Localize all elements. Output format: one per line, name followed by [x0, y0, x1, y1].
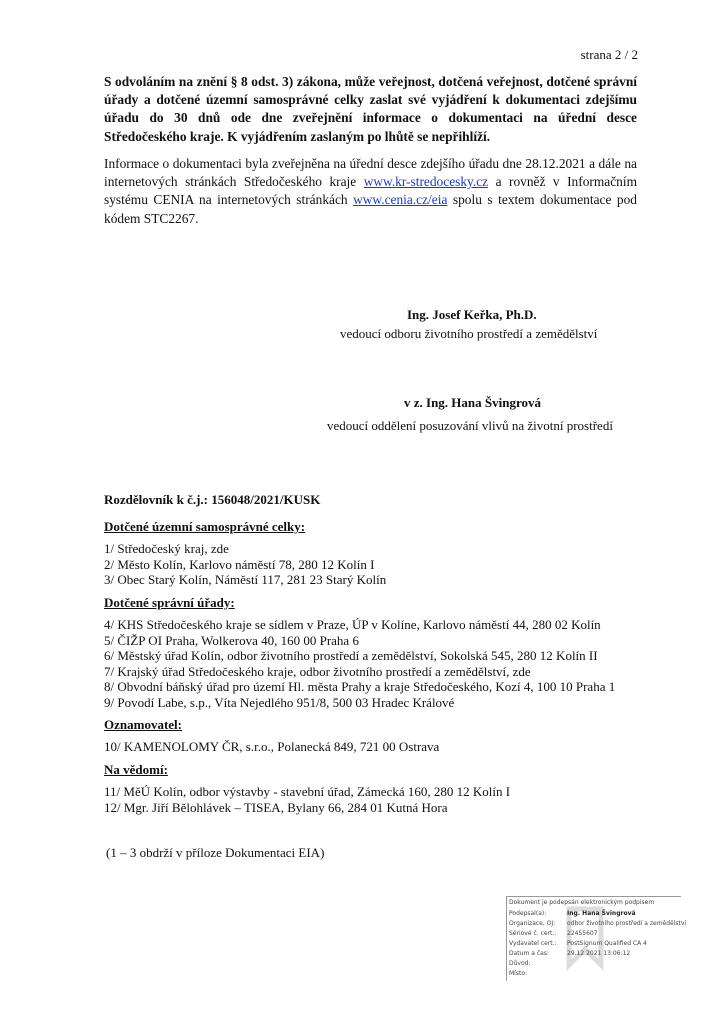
list-item: 3/ Obec Starý Kolín, Náměstí 117, 281 23 Starý Kolín [104, 572, 387, 588]
info-paragraph [104, 155, 637, 228]
list-item: 6/ Městský úřad Kolín, odbor životního prostředí a zemědělství, Sokolská 545, 280 12 Kolín II [104, 648, 598, 664]
stamp-row: Organizace, OJ: odbor životního prostředí a zemědělství [509, 920, 687, 927]
distribution-title: Rozdělovník k č.j.: 156048/2021/KUSK [104, 492, 321, 507]
stamp-row: Podepsal(a): Ing. Hana Švingrová [509, 910, 636, 917]
self-gov-list [104, 541, 386, 588]
list-item: 9/ Povodí Labe, s.p., Víta Nejedlého 951/8, 500 03 Hradec Králové [104, 694, 455, 710]
info-text-1: Informace o dokumentaci byla zveřejněna na úřední desce zdejšího úřadu dne 28.12.2021 a dále na internetových stránkách Středočeského kraje [104, 156, 637, 190]
signatory2-role: vedoucí oddělení posuzování vlivů na životní prostředí [327, 418, 613, 433]
stamp-row: Místo: [509, 970, 528, 977]
list-item: 12/ Mgr. Jiří Bělohlávek – TISEA, Bylany 66, 284 01 Kutná Hora [104, 799, 448, 815]
list-item: 7/ Krajský úřad Středočeského kraje, odbor životního prostředí a zemědělství, zde [104, 663, 531, 679]
cenia-link[interactable]: www.cenia.cz/eia [353, 192, 448, 208]
stamp-row: Sériové č. cert.: 22455607 [509, 930, 598, 937]
section-title-self-gov: Dotčené územní samosprávné celky: [104, 519, 306, 534]
info-text-3: spolu s textem dokumentace pod kódem STC2267. [104, 192, 637, 226]
kr-stredocesky-link[interactable]: www.kr-stredocesky.cz [363, 174, 489, 190]
stamp-row: Důvod: [509, 960, 531, 967]
intro-paragraph: S odvoláním na znění § 8 odst. 3) zákona, může veřejnost, dotčená veřejnost, dotčené správní úřady a dotčené územní samosprávné celky zaslat své vyjádření k dokumentaci zdejšímu úřadu do 30 dnů ode dne zveřejnění informace o dokumentaci na úřední desce Středočeského kraje. K vyjádřením zaslaným po lhůtě se nepřihlíží. [104, 74, 637, 144]
list-item: 8/ Obvodní báňský úřad pro území Hl. města Prahy a kraje Středočeského, Kozí 4, 100 10 Praha 1 [104, 679, 616, 695]
list-item: 11/ MěÚ Kolín, odbor výstavby - stavební úřad, Zámecká 160, 280 12 Kolín I [104, 784, 511, 799]
stamp-row: Vydavatel cert.: PostSignum Qualified CA 4 [509, 940, 647, 947]
stamp-header: Dokument je podepsán elektronickým podpisem [509, 899, 655, 906]
signatory1-name: Ing. Josef Keřka, Ph.D. [407, 307, 537, 322]
attachment-note: (1 – 3 obdrží v příloze Dokumentaci EIA) [106, 845, 325, 860]
for-info-list [104, 784, 510, 815]
section-title-notifier: Oznamovatel: [104, 717, 182, 732]
signatory1-role: vedoucí odboru životního prostředí a zemědělství [340, 326, 598, 341]
signatory2-name: v z. Ing. Hana Švingrová [404, 395, 542, 410]
electronic-signature-stamp [506, 896, 687, 981]
list-item: 4/ KHS Středočeského kraje se sídlem v Praze, ÚP v Kolíne, Karlovo náměstí 44, 280 02 Kolín [104, 617, 601, 632]
list-item: 5/ ČIŽP OI Praha, Wolkerova 40, 160 00 Praha 6 [104, 632, 359, 648]
stamp-row: Datum a čas: 29.12.2021 13:06:12 [509, 950, 631, 957]
list-item: 2/ Město Kolín, Karlovo náměstí 78, 280 12 Kolín I [104, 556, 375, 572]
notifier-list [104, 739, 439, 755]
info-text-2: a rovněž v Informačním systému CENIA na internetových stránkách [104, 174, 637, 208]
section-title-authorities: Dotčené správní úřady: [104, 595, 235, 610]
authorities-list [104, 617, 615, 711]
section-title-for-info: Na vědomí: [104, 762, 168, 777]
list-item: 1/ Středočeský kraj, zde [104, 541, 229, 556]
page-number: strana 2 / 2 [580, 47, 638, 62]
list-item: 10/ KAMENOLOMY ČR, s.r.o., Polanecká 849, 721 00 Ostrava [104, 739, 440, 754]
